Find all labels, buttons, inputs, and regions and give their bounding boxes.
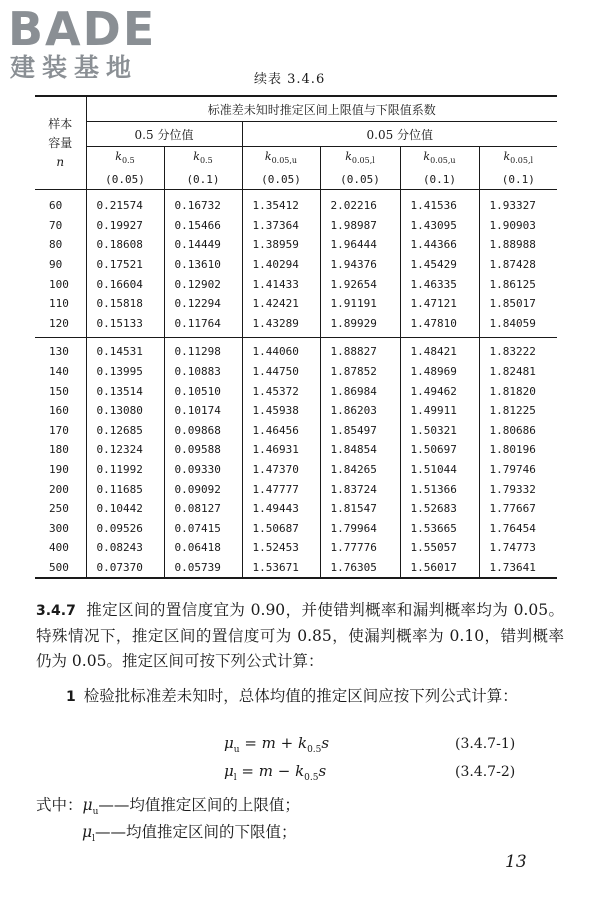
item-number: 1 [66, 689, 76, 705]
section-text: 推定区间的置信度宜为 0.90，并使错判概率和漏判概率均为 0.05。特殊情况下，推定区间的置信度可为 0.85，使漏判概率为 0.10，错判概率仍为 0.05。推定区间可按下列公式计算： [36, 601, 564, 670]
coefficient-cell: 1.45429 [400, 255, 479, 275]
coefficient-cell: 0.09526 [86, 519, 164, 539]
coefficient-cell: 0.19927 [86, 216, 164, 236]
coefficient-cell: 1.79746 [479, 460, 557, 480]
coefficient-cell: 1.77667 [479, 499, 557, 519]
coefficient-cell: 0.12294 [164, 294, 242, 314]
coefficient-cell: 0.12324 [86, 440, 164, 460]
coefficient-cell: 1.41433 [242, 275, 320, 295]
sample-size-cell: 180 [35, 440, 86, 460]
sample-size-cell: 100 [35, 275, 86, 295]
section-number: 3.4.7 [36, 603, 76, 619]
sample-size-cell: 250 [35, 499, 86, 519]
coefficient-cell: 0.12902 [164, 275, 242, 295]
coef-symbol: $k_{0.05,u}$ [264, 150, 298, 166]
coefficient-table [35, 95, 557, 579]
table-body-1 [35, 190, 557, 338]
coefficient-cell: 1.44060 [242, 338, 320, 362]
coefficient-cell: 1.46335 [400, 275, 479, 295]
coefficient-cell: 1.80686 [479, 421, 557, 441]
coefficient-cell: 1.93327 [479, 190, 557, 216]
coefficient-cell: 1.85497 [320, 421, 400, 441]
coef-symbol: $k_{0.05,l}$ [345, 150, 375, 166]
coefficient-cell: 1.45938 [242, 401, 320, 421]
coefficient-cell: 0.07415 [164, 519, 242, 539]
coefficient-cell: 1.44366 [400, 235, 479, 255]
coefficient-cell: 1.83222 [479, 338, 557, 362]
coefficient-cell: 0.18608 [86, 235, 164, 255]
table-row [35, 216, 557, 236]
coefficient-cell: 1.79332 [479, 480, 557, 500]
logo-wordmark: BADE [8, 2, 157, 56]
coefficient-cell: 1.79964 [320, 519, 400, 539]
sample-size-cell: 200 [35, 480, 86, 500]
coefficient-cell: 0.10510 [164, 382, 242, 402]
coefficient-cell: 1.48969 [400, 362, 479, 382]
coefficient-cell: 1.88988 [479, 235, 557, 255]
coefficient-cell: 1.90903 [479, 216, 557, 236]
coefficient-cell: 1.45372 [242, 382, 320, 402]
table-row [35, 338, 557, 362]
coefficient-cell: 0.15466 [164, 216, 242, 236]
coefficient-cell: 1.41536 [400, 190, 479, 216]
table-row [35, 401, 557, 421]
coef-header-4 [400, 147, 479, 190]
coef-header-1 [164, 147, 242, 190]
coef-symbol: $k_{0.5}$ [193, 150, 213, 166]
coefficient-cell: 1.48421 [400, 338, 479, 362]
coefficient-cell: 0.08127 [164, 499, 242, 519]
formula-lower: $\mu_l = m - k_{0.5}s$ [224, 762, 327, 783]
table-row [35, 499, 557, 519]
sample-size-cell: 150 [35, 382, 86, 402]
row-header-line2: 容量 [48, 135, 73, 150]
coefficient-cell: 1.50321 [400, 421, 479, 441]
coefficient-cell: 0.13080 [86, 401, 164, 421]
coefficient-cell: 1.40294 [242, 255, 320, 275]
coefficient-cell: 0.13995 [86, 362, 164, 382]
coefficient-cell: 1.37364 [242, 216, 320, 236]
sample-size-cell: 500 [35, 558, 86, 579]
coefficient-cell: 0.10442 [86, 499, 164, 519]
coefficient-cell: 1.87852 [320, 362, 400, 382]
coefficient-cell: 0.09588 [164, 440, 242, 460]
logo [8, 4, 178, 82]
coefficient-cell: 1.85017 [479, 294, 557, 314]
coef-probability: (0.05) [261, 173, 301, 187]
coefficient-cell: 0.13610 [164, 255, 242, 275]
definition-prefix: 式中： [36, 796, 83, 814]
coefficient-cell: 1.43289 [242, 314, 320, 338]
sample-size-cell: 60 [35, 190, 86, 216]
coefficient-cell: 1.91191 [320, 294, 400, 314]
coefficient-cell: 1.53665 [400, 519, 479, 539]
table-row [35, 294, 557, 314]
sample-size-cell: 190 [35, 460, 86, 480]
coefficient-cell: 1.74773 [479, 538, 557, 558]
table-row [35, 440, 557, 460]
definition-upper: 式中：$\mu_u——$均值推定区间的上限值； [36, 796, 300, 818]
coefficient-cell: 0.05739 [164, 558, 242, 579]
coefficient-cell: 1.46931 [242, 440, 320, 460]
coefficient-cell: 1.50687 [242, 519, 320, 539]
coefficient-cell: 0.09330 [164, 460, 242, 480]
coefficient-cell: 0.09092 [164, 480, 242, 500]
item-text: 检验批标准差未知时，总体均值的推定区间应按下列公式计算： [83, 687, 518, 705]
sample-size-cell: 110 [35, 294, 86, 314]
coefficient-cell: 1.76305 [320, 558, 400, 579]
equation-number-2: (3.4.7-2) [455, 764, 516, 780]
sample-size-cell: 300 [35, 519, 86, 539]
coefficient-cell: 0.14531 [86, 338, 164, 362]
coefficient-cell: 1.42421 [242, 294, 320, 314]
table-row [35, 460, 557, 480]
coef-probability: (0.1) [501, 173, 535, 187]
coefficient-cell: 0.16604 [86, 275, 164, 295]
coefficient-cell: 1.92654 [320, 275, 400, 295]
sample-size-cell: 120 [35, 314, 86, 338]
logo-subtitle: 建装基地 [10, 53, 139, 82]
coefficient-cell: 1.49462 [400, 382, 479, 402]
table-row [35, 275, 557, 295]
coefficient-cell: 1.46456 [242, 421, 320, 441]
coefficient-cell: 0.11298 [164, 338, 242, 362]
coefficient-cell: 1.47777 [242, 480, 320, 500]
coefficient-cell: 1.81547 [320, 499, 400, 519]
row-header-line1: 样本 [48, 116, 73, 131]
coefficient-cell: 1.56017 [400, 558, 479, 579]
coefficient-cell: 1.80196 [479, 440, 557, 460]
coefficient-cell: 1.84059 [479, 314, 557, 338]
sample-size-cell: 130 [35, 338, 86, 362]
table-row [35, 421, 557, 441]
sample-size-cell: 140 [35, 362, 86, 382]
coefficient-cell: 1.77776 [320, 538, 400, 558]
coefficient-cell: 2.02216 [320, 190, 400, 216]
coefficient-cell: 0.13514 [86, 382, 164, 402]
header-group-b: 0.05 分位值 [242, 122, 557, 147]
coefficient-cell: 1.47370 [242, 460, 320, 480]
coef-probability: (0.05) [340, 173, 380, 187]
coefficient-cell: 1.81820 [479, 382, 557, 402]
coefficient-cell: 0.17521 [86, 255, 164, 275]
page-number: 13 [505, 852, 527, 872]
coefficient-cell: 1.52683 [400, 499, 479, 519]
coefficient-cell: 0.06418 [164, 538, 242, 558]
table-row [35, 538, 557, 558]
coefficient-cell: 1.96444 [320, 235, 400, 255]
coefficient-cell: 0.10883 [164, 362, 242, 382]
coefficient-cell: 1.49911 [400, 401, 479, 421]
coef-header-3 [320, 147, 400, 190]
section-paragraph [36, 598, 564, 674]
row-header-cell [35, 96, 86, 190]
table-row [35, 480, 557, 500]
coefficient-cell: 1.47121 [400, 294, 479, 314]
table-row [35, 519, 557, 539]
coef-header-2 [242, 147, 320, 190]
table-caption: 续表 3.4.6 [254, 72, 326, 87]
coef-probability: (0.1) [186, 173, 220, 187]
coefficient-cell: 1.35412 [242, 190, 320, 216]
definition-lower: $\mu_l——$均值推定区间的下限值； [82, 823, 297, 845]
coefficient-cell: 1.86984 [320, 382, 400, 402]
coefficient-cell: 1.82481 [479, 362, 557, 382]
coefficient-cell: 1.86203 [320, 401, 400, 421]
coefficient-cell: 0.10174 [164, 401, 242, 421]
coef-probability: (0.1) [422, 173, 457, 187]
coef-symbol: $k_{0.05,l}$ [503, 150, 534, 166]
coefficient-cell: 0.07370 [86, 558, 164, 579]
formula-upper: $\mu_u = m + k_{0.5}s$ [224, 734, 330, 755]
coefficient-cell: 0.11992 [86, 460, 164, 480]
coef-symbol: $k_{0.5}$ [115, 150, 135, 166]
table-row [35, 255, 557, 275]
coefficient-cell: 0.11685 [86, 480, 164, 500]
coef-symbol: $k_{0.05,u}$ [423, 150, 456, 166]
sample-size-cell: 400 [35, 538, 86, 558]
coefficient-cell: 1.50697 [400, 440, 479, 460]
table-row [35, 382, 557, 402]
coefficient-cell: 1.51044 [400, 460, 479, 480]
coefficient-cell: 1.89929 [320, 314, 400, 338]
sample-size-cell: 70 [35, 216, 86, 236]
table-row [35, 190, 557, 216]
coefficient-cell: 0.09868 [164, 421, 242, 441]
row-header-line3: n [56, 154, 65, 169]
coefficient-cell: 1.84265 [320, 460, 400, 480]
coefficient-cell: 1.53671 [242, 558, 320, 579]
equation-number-1: (3.4.7-1) [455, 736, 516, 752]
table-row [35, 362, 557, 382]
coefficient-cell: 1.94376 [320, 255, 400, 275]
coefficient-cell: 1.81225 [479, 401, 557, 421]
item-paragraph [36, 684, 564, 710]
sample-size-cell: 160 [35, 401, 86, 421]
coefficient-cell: 1.47810 [400, 314, 479, 338]
coefficient-cell: 0.12685 [86, 421, 164, 441]
header-main: 标准差未知时推定区间上限值与下限值系数 [86, 96, 557, 122]
coefficient-cell: 1.44750 [242, 362, 320, 382]
coefficient-cell: 0.21574 [86, 190, 164, 216]
coefficient-cell: 0.11764 [164, 314, 242, 338]
coefficient-cell: 1.52453 [242, 538, 320, 558]
coefficient-cell: 0.16732 [164, 190, 242, 216]
coefficient-cell: 1.83724 [320, 480, 400, 500]
coef-header-5 [479, 147, 557, 190]
coefficient-cell: 1.38959 [242, 235, 320, 255]
header-group-a: 0.5 分位值 [86, 122, 242, 147]
coefficient-cell: 1.43095 [400, 216, 479, 236]
coefficient-cell: 1.98987 [320, 216, 400, 236]
coefficient-cell: 1.86125 [479, 275, 557, 295]
table-row [35, 314, 557, 338]
coefficient-cell: 0.08243 [86, 538, 164, 558]
coefficient-cell: 1.76454 [479, 519, 557, 539]
coef-header-0 [86, 147, 164, 190]
coefficient-cell: 0.14449 [164, 235, 242, 255]
coefficient-cell: 0.15133 [86, 314, 164, 338]
sample-size-cell: 170 [35, 421, 86, 441]
coefficient-header-row [35, 147, 557, 190]
table-row [35, 558, 557, 579]
coefficient-cell: 1.88827 [320, 338, 400, 362]
coefficient-cell: 1.55057 [400, 538, 479, 558]
coefficient-cell: 1.87428 [479, 255, 557, 275]
table-row [35, 235, 557, 255]
coefficient-cell: 1.84854 [320, 440, 400, 460]
coefficient-cell: 0.15818 [86, 294, 164, 314]
sample-size-cell: 80 [35, 235, 86, 255]
coef-probability: (0.05) [105, 173, 145, 187]
sample-size-cell: 90 [35, 255, 86, 275]
coefficient-cell: 1.73641 [479, 558, 557, 579]
coefficient-cell: 1.51366 [400, 480, 479, 500]
table-body-2 [35, 338, 557, 579]
coefficient-cell: 1.49443 [242, 499, 320, 519]
